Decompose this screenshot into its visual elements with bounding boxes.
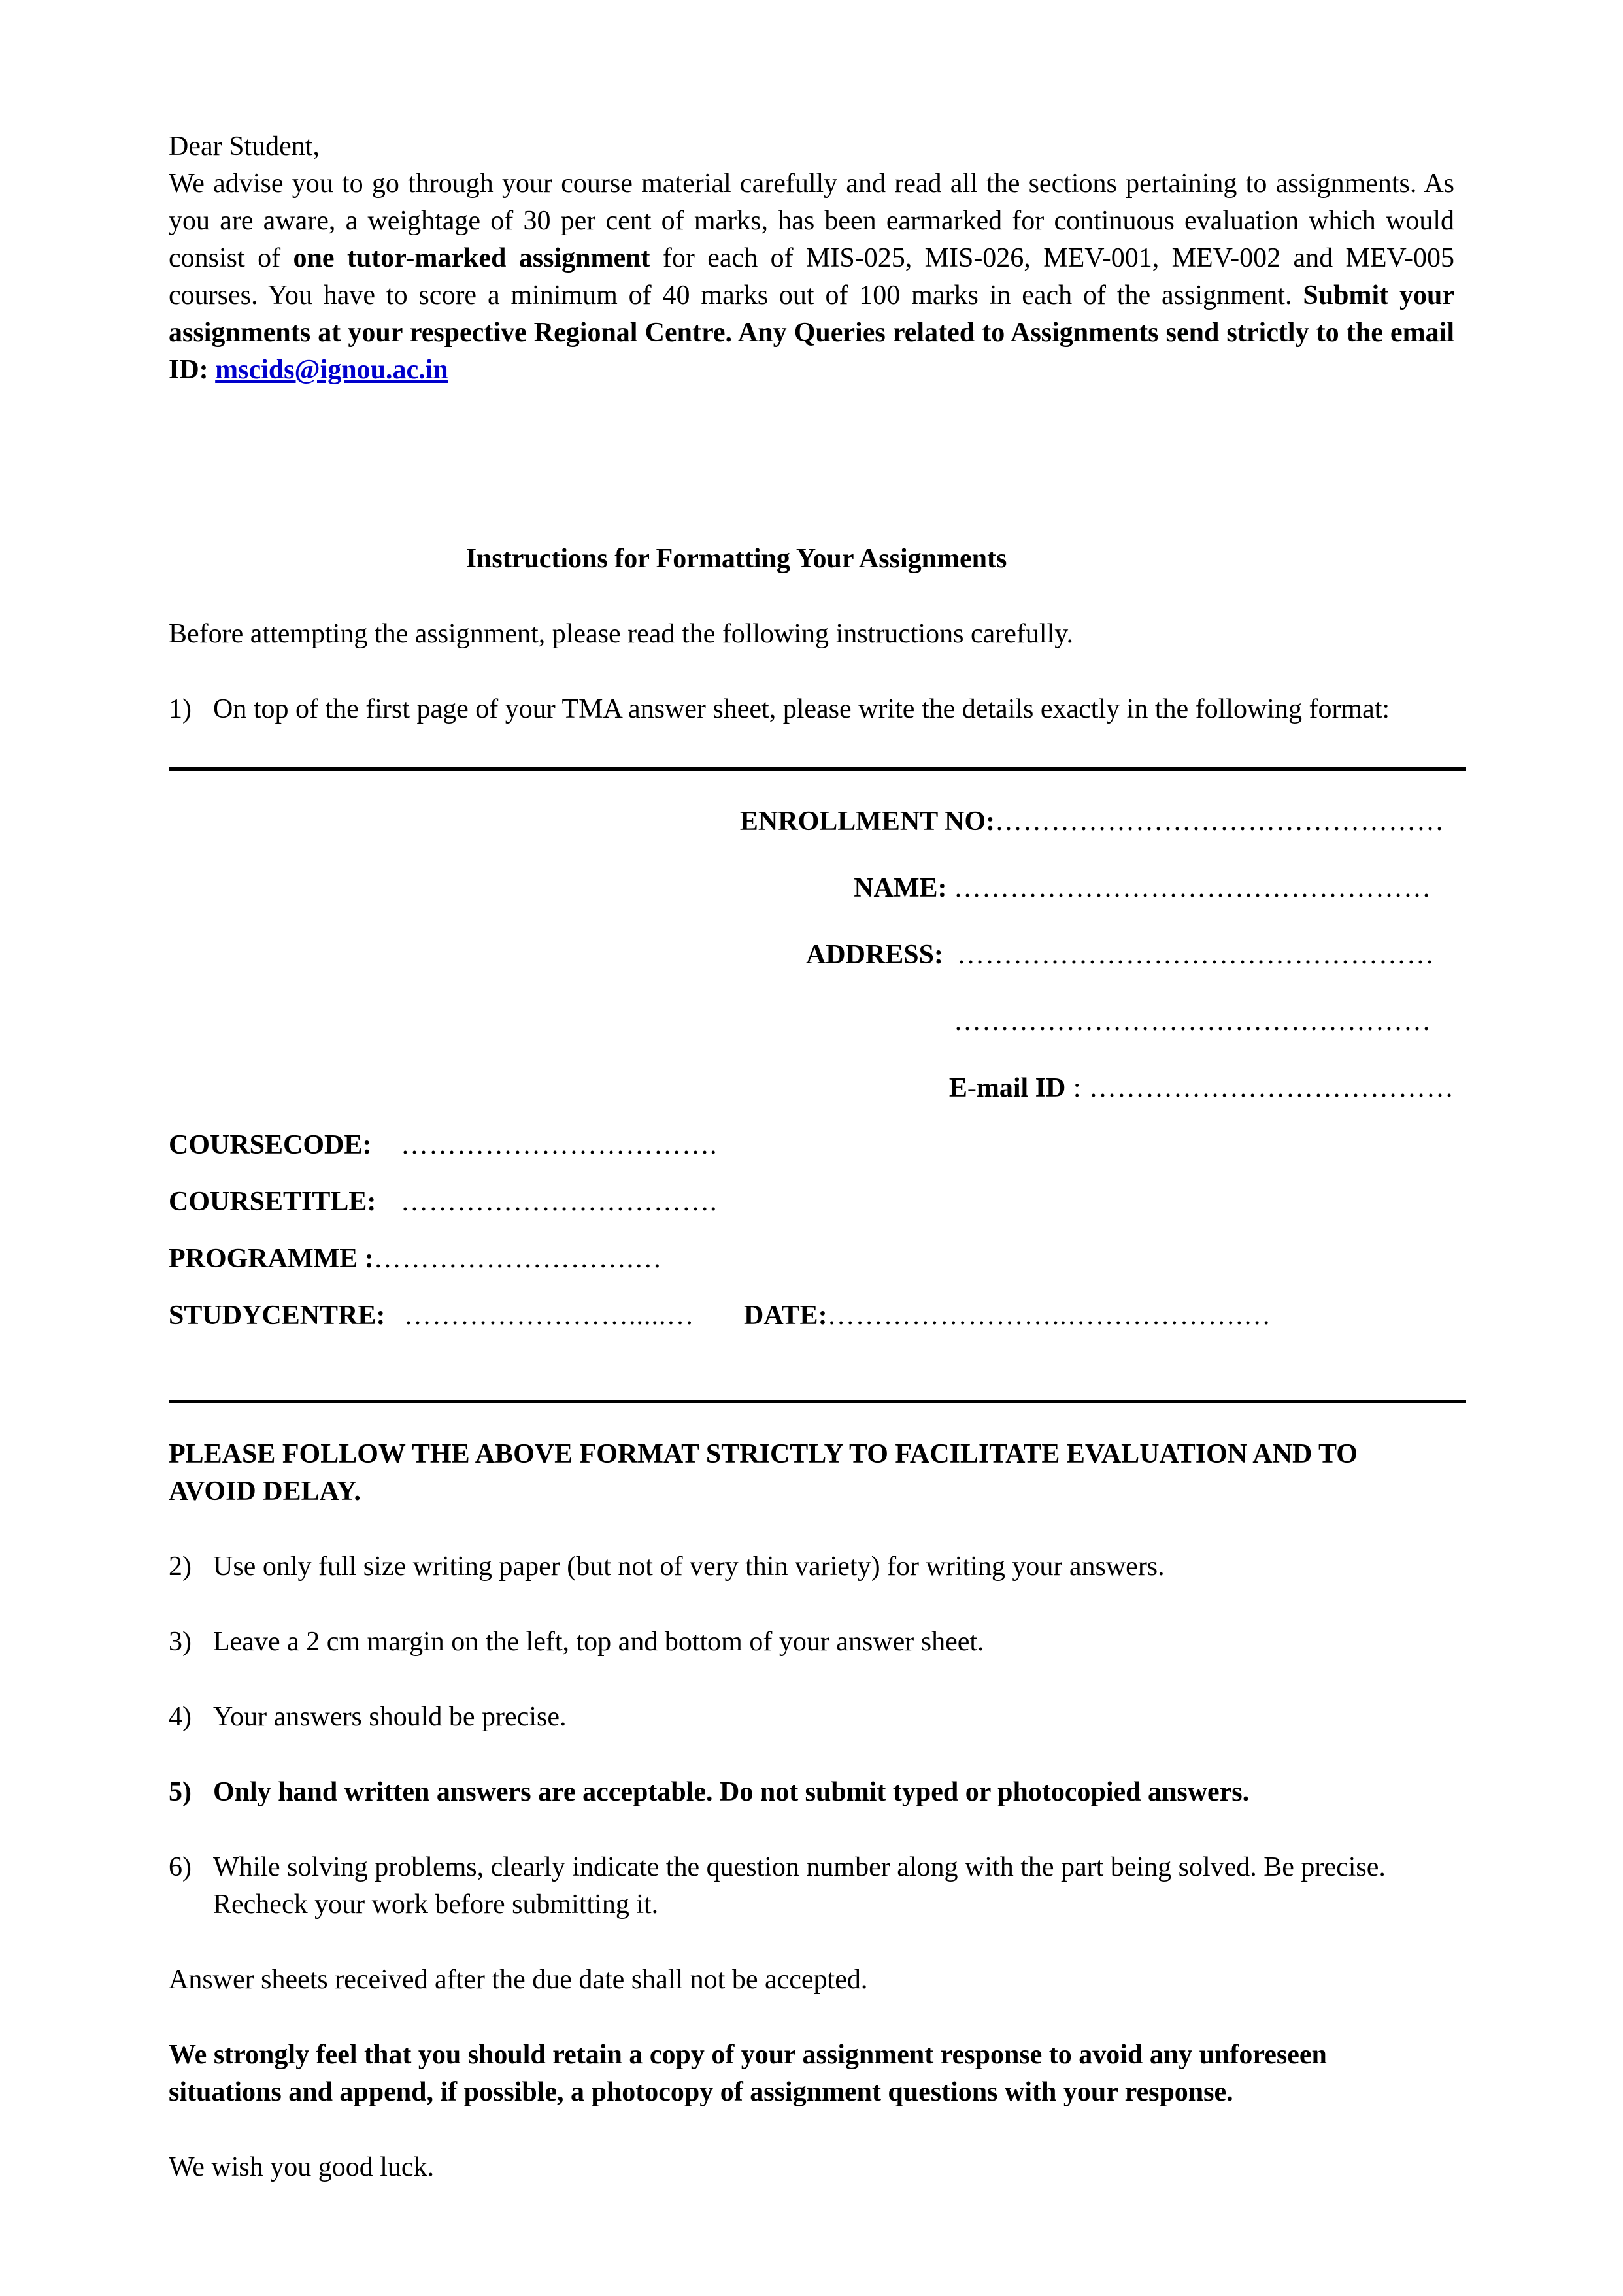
form-row-address-2 xyxy=(169,1003,1454,1040)
programme-label: PROGRAMME : xyxy=(169,1244,374,1274)
spacer-after-items xyxy=(169,1923,1454,1961)
instruction-text: Only hand written answers are acceptable. Do not submit typed or photocopied answers. xyxy=(213,1777,1250,1807)
salutation: Dear Student, xyxy=(169,131,320,161)
instruction-number: 5) xyxy=(169,1777,192,1807)
form-bottom-rule xyxy=(169,1400,1466,1403)
spacer-before-form xyxy=(169,728,1454,767)
tma-format-box xyxy=(169,767,1454,1403)
form-gap-6 xyxy=(169,1164,1454,1184)
email-link[interactable]: mscids@ignou.ac.in xyxy=(215,355,448,385)
intro-paragraph xyxy=(169,165,1454,389)
section-title: Instructions for Formatting Your Assignments xyxy=(465,544,1007,574)
email-id-separator: : xyxy=(1065,1073,1089,1103)
coursecode-dots[interactable]: ……………………………. xyxy=(401,1130,718,1160)
form-gap-3 xyxy=(169,974,1454,1003)
instruction-number: 3) xyxy=(169,1627,192,1657)
intro-bold-tutor-marked: one tutor-marked assignment xyxy=(293,243,650,273)
address-dots-2[interactable]: …………………………………………… xyxy=(954,1007,1431,1037)
form-row-studycentre-date xyxy=(169,1297,1454,1335)
instruction-number: 1) xyxy=(169,694,192,724)
instruction-text: Your answers should be precise. xyxy=(213,1702,567,1732)
email-id-label: E-mail ID xyxy=(948,1073,1066,1103)
form-top-pad xyxy=(169,771,1454,803)
coursecode-label: COURSECODE: xyxy=(169,1130,372,1160)
intro-text-part-2: for each of MIS-025, MIS-026, MEV-001, MEV-002 and MEV-005 courses. You have to score a minimum of 40 marks out of 100 marks in each of the assignment. xyxy=(169,243,1455,310)
date-label: DATE: xyxy=(744,1301,828,1331)
spacer-before-item1 xyxy=(169,653,1454,691)
intro-text-part-1: We advise you to go through your course material carefully and read all the sections pertaining to assignments. As you are aware, a weightage of 30 per cent of marks, has been earmarked for continuous evaluation which would consist of xyxy=(169,169,1454,273)
form-row-programme xyxy=(169,1240,1454,1278)
form-row-email xyxy=(169,1070,1454,1107)
after-due-date-line: Answer sheets received after the due date shall not be accepted. xyxy=(169,1965,868,1995)
spacer-2-3 xyxy=(169,1586,1454,1623)
name-label: NAME: xyxy=(854,873,947,903)
instruction-number: 2) xyxy=(169,1552,192,1582)
form-bottom-pad xyxy=(169,1335,1454,1400)
form-gap-8 xyxy=(169,1278,1454,1297)
spacer-4-5 xyxy=(169,1736,1454,1774)
spacer-after-intro xyxy=(169,389,1454,541)
spacer-after-title xyxy=(169,578,1454,616)
form-row-name xyxy=(169,870,1454,907)
instruction-text: Use only full size writing paper (but not of very thin variety) for writing your answers. xyxy=(213,1552,1165,1582)
please-follow-notice: PLEASE FOLLOW THE ABOVE FORMAT STRICTLY TO FACILITATE EVALUATION AND TO AVOID DELAY. xyxy=(169,1439,1358,1506)
email-id-dots[interactable]: ………………………………… xyxy=(1089,1073,1454,1103)
form-gap-2 xyxy=(169,907,1454,937)
programme-dots[interactable]: ……………………….… xyxy=(373,1244,663,1274)
name-dots[interactable]: …………………………………………… xyxy=(954,873,1431,903)
good-luck-line: We wish you good luck. xyxy=(169,2152,435,2182)
instruction-item-3 xyxy=(169,1623,1454,1661)
instruction-number: 6) xyxy=(169,1852,192,1882)
form-row-enrollment xyxy=(169,803,1454,840)
instruction-item-2 xyxy=(169,1548,1454,1586)
coursetitle-dots[interactable]: ……………………………. xyxy=(401,1187,718,1217)
spacer-before-goodluck xyxy=(169,2111,1454,2149)
form-gap-7 xyxy=(169,1221,1454,1240)
form-row-address xyxy=(169,937,1454,974)
studycentre-dots[interactable]: …………………….....… xyxy=(404,1301,695,1331)
spacer-3-4 xyxy=(169,1661,1454,1699)
address-label: ADDRESS: xyxy=(805,940,943,970)
instruction-text: While solving problems, clearly indicate the question number along with the part being solved. Be precise. Recheck your work before submitting it. xyxy=(213,1852,1386,1920)
spacer-after-notice xyxy=(169,1510,1454,1548)
address-dots[interactable]: …………………………………………… xyxy=(957,940,1435,970)
form-row-coursecode xyxy=(169,1127,1454,1164)
document-content xyxy=(169,128,1454,2186)
before-attempting-line: Before attempting the assignment, please read the following instructions carefully. xyxy=(169,619,1074,649)
retain-copy-notice: We strongly feel that you should retain a copy of your assignment response to avoid any unforeseen situations and append, if possible, a photocopy of assignment questions with your response. xyxy=(169,2040,1327,2107)
coursetitle-label: COURSETITLE: xyxy=(169,1187,376,1217)
enrollment-label: ENROLLMENT NO: xyxy=(739,807,995,837)
date-dots[interactable]: ……………………..……………….… xyxy=(827,1301,1272,1331)
instruction-item-4 xyxy=(169,1699,1454,1736)
form-row-coursetitle xyxy=(169,1184,1454,1221)
spacer-after-form xyxy=(169,1403,1454,1436)
form-gap-5 xyxy=(169,1107,1454,1127)
spacer-before-retain xyxy=(169,1999,1454,2037)
enrollment-dots[interactable]: ………………………………………… xyxy=(995,807,1445,837)
spacer-5-6 xyxy=(169,1811,1454,1849)
instruction-item-1 xyxy=(169,691,1454,728)
instruction-text: On top of the first page of your TMA answer sheet, please write the details exactly in the following format: xyxy=(213,694,1390,724)
instruction-item-5 xyxy=(169,1774,1454,1811)
instruction-item-6 xyxy=(169,1849,1454,1923)
form-gap-1 xyxy=(169,840,1454,870)
intro-bold-submit: Submit your assignments at your respective Regional Centre. Any Queries related to Assignments send strictly to the email ID: xyxy=(169,280,1455,385)
form-gap-4 xyxy=(169,1040,1454,1070)
studycentre-label: STUDYCENTRE: xyxy=(169,1301,386,1331)
instruction-number: 4) xyxy=(169,1702,192,1732)
instruction-text: Leave a 2 cm margin on the left, top and bottom of your answer sheet. xyxy=(213,1627,984,1657)
